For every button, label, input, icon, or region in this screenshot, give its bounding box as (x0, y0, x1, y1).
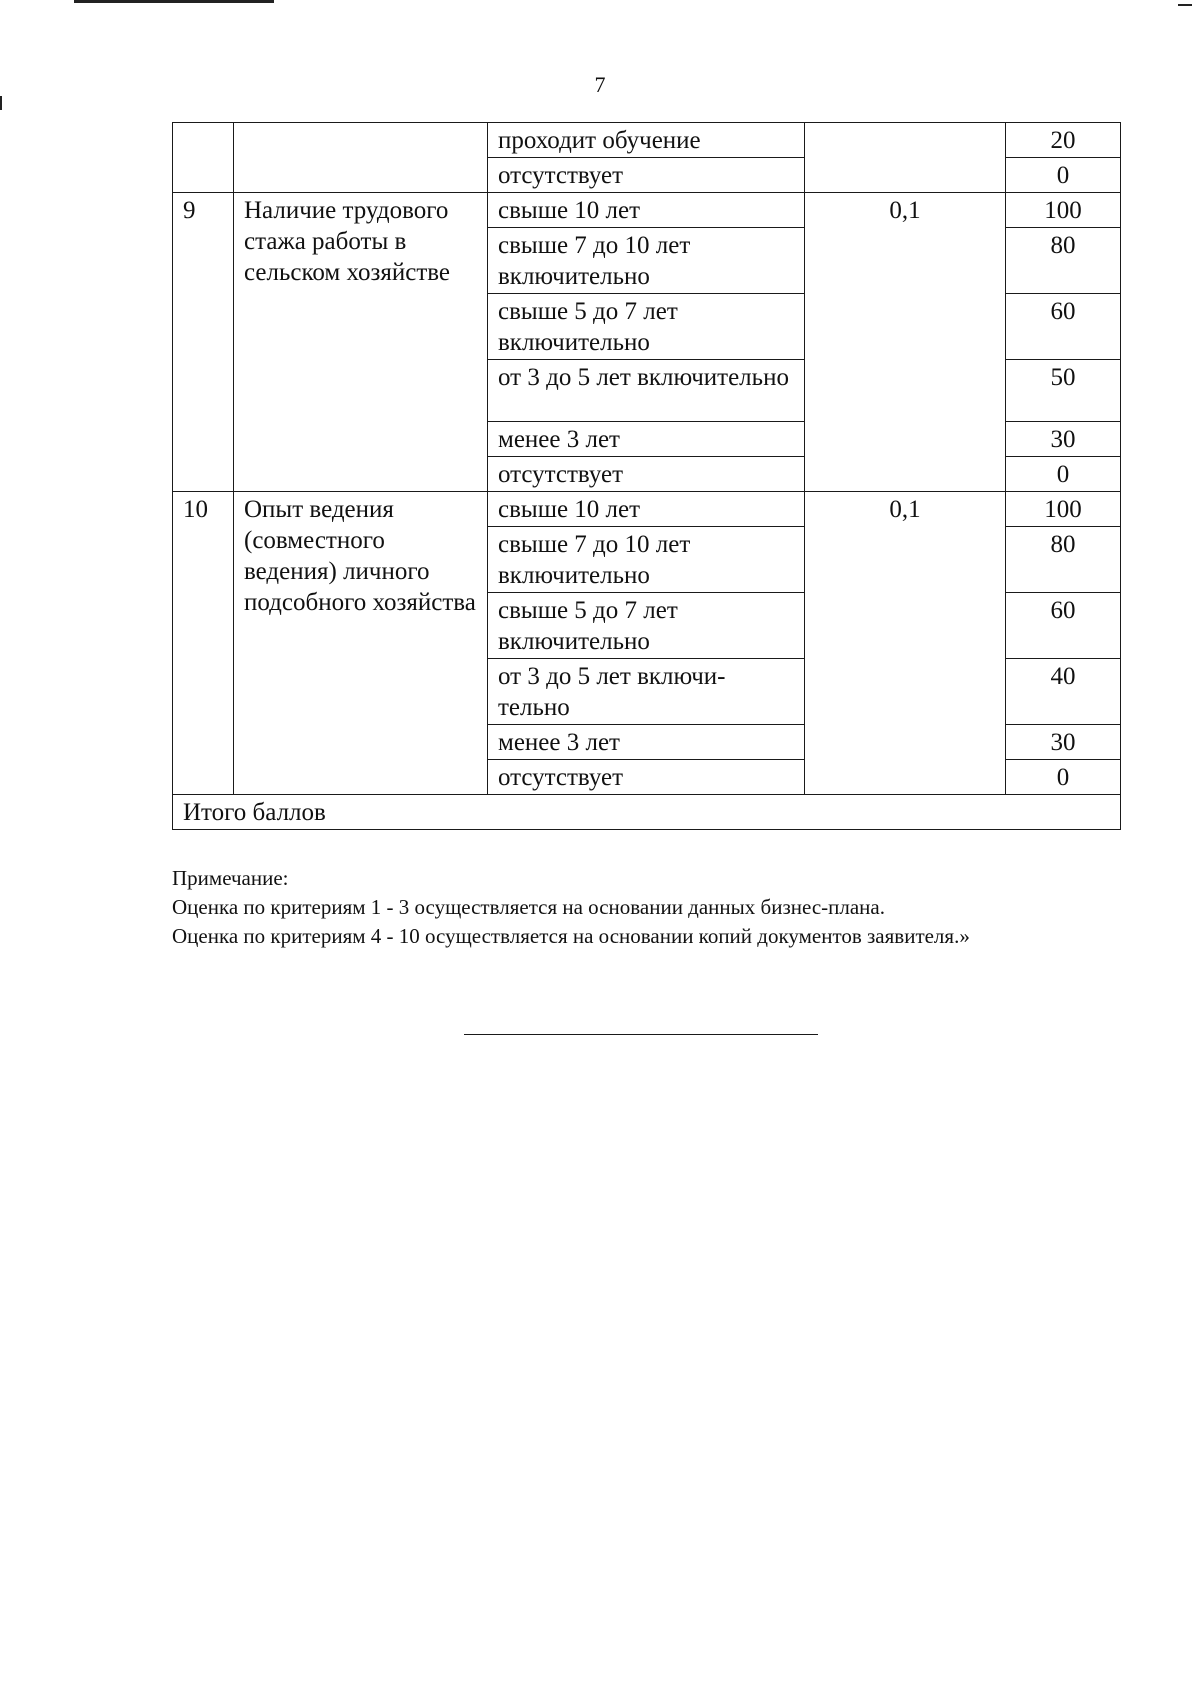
criteria-table (172, 122, 1121, 830)
criterion-name-cell (234, 123, 488, 193)
option-label: от 3 до 5 лет включительно (488, 360, 805, 422)
total-row (173, 795, 1121, 830)
score-cell: 60 (1006, 593, 1121, 659)
page-number: 7 (594, 72, 606, 97)
option-label: свыше 5 до 7 лет включительно (488, 593, 805, 659)
option-label: менее 3 лет (488, 725, 805, 760)
score-cell: 60 (1006, 294, 1121, 360)
score-cell: 0 (1006, 457, 1121, 492)
score-cell: 80 (1006, 228, 1121, 294)
criterion-number: 10 (173, 492, 234, 795)
score-cell: 20 (1006, 123, 1121, 158)
option-label: свыше 10 лет (488, 193, 805, 228)
option-label: проходит обучение (488, 123, 805, 158)
score-cell: 30 (1006, 725, 1121, 760)
table-row (173, 123, 1121, 158)
scan-edge-mark-left (0, 96, 2, 110)
option-label: от 3 до 5 лет включи-тельно (488, 659, 805, 725)
score-cell: 50 (1006, 360, 1121, 422)
scan-edge-mark-right (1178, 4, 1192, 6)
option-label: свыше 7 до 10 лет включительно (488, 527, 805, 593)
score-cell: 80 (1006, 527, 1121, 593)
score-cell: 0 (1006, 760, 1121, 795)
option-label: свыше 10 лет (488, 492, 805, 527)
closing-separator-line (464, 1034, 818, 1035)
score-cell: 0 (1006, 158, 1121, 193)
scan-edge-mark-top (74, 0, 274, 3)
table-row (173, 492, 1121, 527)
score-cell: 30 (1006, 422, 1121, 457)
notes-line: Оценка по критериям 1 - 3 осуществляется на основании данных бизнес-плана. (172, 895, 885, 919)
option-label: отсутствует (488, 760, 805, 795)
notes-line: Оценка по критериям 4 - 10 осуществляется на основании копий документов заявителя.» (172, 924, 970, 948)
total-label: Итого баллов (173, 795, 1121, 830)
score-cell: 40 (1006, 659, 1121, 725)
option-label: отсутствует (488, 457, 805, 492)
criterion-weight: 0,1 (805, 193, 1006, 492)
criterion-number-cell (173, 123, 234, 193)
notes (172, 864, 1132, 951)
option-label: отсутствует (488, 158, 805, 193)
criterion-name: Наличие трудового стажа работы в сельском хозяйстве (234, 193, 488, 492)
criterion-name: Опыт ведения (совместного ведения) личного подсобного хозяйства (234, 492, 488, 795)
option-label: свыше 5 до 7 лет включительно (488, 294, 805, 360)
score-cell: 100 (1006, 492, 1121, 527)
option-label: менее 3 лет (488, 422, 805, 457)
score-cell: 100 (1006, 193, 1121, 228)
option-label: свыше 7 до 10 лет включительно (488, 228, 805, 294)
notes-heading: Примечание: (172, 866, 289, 890)
table-row (173, 193, 1121, 228)
criterion-weight: 0,1 (805, 492, 1006, 795)
criterion-number: 9 (173, 193, 234, 492)
weight-cell (805, 123, 1006, 193)
